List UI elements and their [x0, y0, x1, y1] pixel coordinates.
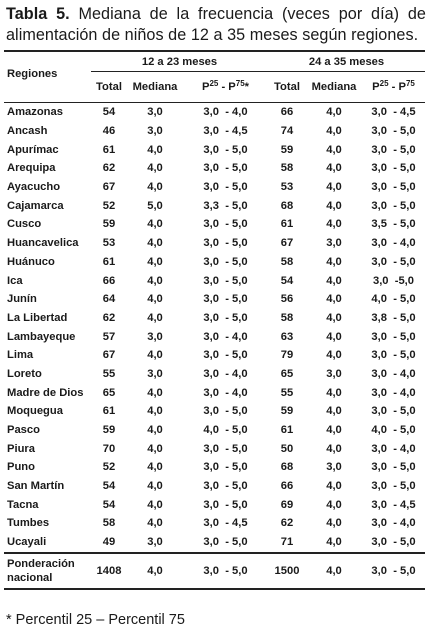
- percentile-2-cell: 3,0 - 5,0: [371, 536, 416, 549]
- mediana-2-cell: 4,0: [326, 181, 342, 194]
- mediana-2-cell: 4,0: [326, 255, 342, 268]
- caption-label: Tabla 5.: [6, 5, 70, 23]
- percentile-1-cell: 3,0 - 5,0: [203, 237, 248, 250]
- percentile-1-cell: 3,0 - 5,0: [203, 143, 248, 156]
- total-1-cell: 54: [102, 498, 116, 511]
- total-2-cell: 61: [280, 424, 294, 437]
- header-total-1: Total: [96, 81, 122, 93]
- total-2-cell: 67: [280, 237, 294, 250]
- total-2-cell: 65: [280, 367, 294, 380]
- mediana-1-cell: 3,0: [147, 367, 163, 380]
- table-row: [4, 402, 425, 421]
- mediana-1-cell: 4,0: [147, 274, 163, 287]
- total-2-cell: 50: [280, 442, 294, 455]
- total-2-cell: 66: [280, 480, 294, 493]
- region-cell: Piura: [7, 442, 35, 455]
- mediana-1-cell: 4,0: [147, 293, 163, 306]
- mediana-2-cell: 3,0: [326, 367, 342, 380]
- total-1-cell: 46: [102, 125, 116, 138]
- table-row: [4, 458, 425, 477]
- table-row: [4, 365, 425, 384]
- total-1-cell: 67: [102, 349, 116, 362]
- mediana-2-cell: 3,0: [326, 461, 342, 474]
- total-1-cell: 67: [102, 181, 116, 194]
- table-row: [4, 271, 425, 290]
- national-total-2: 1500: [274, 564, 300, 577]
- region-cell: Cajamarca: [7, 199, 64, 212]
- total-2-cell: 79: [280, 349, 294, 362]
- mediana-1-cell: 4,0: [147, 237, 163, 250]
- percentile-2-cell: 3,0 - 4,0: [371, 367, 416, 380]
- mediana-2-cell: 4,0: [326, 498, 342, 511]
- percentile-2-cell: 3,0 - 4,0: [371, 517, 416, 530]
- region-cell: San Martín: [7, 480, 65, 493]
- total-2-cell: 68: [280, 199, 294, 212]
- total-1-cell: 59: [102, 218, 116, 231]
- percentile-2-cell: 3,5 - 5,0: [371, 218, 416, 231]
- mediana-1-cell: 4,0: [147, 424, 163, 437]
- header-total-2: Total: [274, 81, 300, 93]
- total-2-cell: 68: [280, 461, 294, 474]
- national-mediana-2: 4,0: [326, 564, 342, 577]
- table-row: [4, 159, 425, 178]
- national-percentile-1: 3,0 - 5,0: [203, 564, 248, 577]
- percentile-2-cell: 3,0 - 5,0: [371, 330, 416, 343]
- mediana-1-cell: 4,0: [147, 181, 163, 194]
- total-2-cell: 56: [280, 293, 294, 306]
- total-2-cell: 58: [280, 255, 294, 268]
- table-row: [4, 533, 425, 553]
- table-row: [4, 215, 425, 234]
- total-2-cell: 61: [280, 218, 294, 231]
- percentile-2-cell: 3,0 - 5,0: [371, 349, 416, 362]
- mediana-1-cell: 4,0: [147, 498, 163, 511]
- percentile-2-cell: 3,0 - 5,0: [371, 255, 416, 268]
- percentile-1-cell: 3,0 - 4,5: [203, 517, 248, 530]
- mediana-1-cell: 4,0: [147, 517, 163, 530]
- total-2-cell: 62: [280, 517, 294, 530]
- header-mediana-2: Mediana: [311, 81, 357, 93]
- mediana-2-cell: 4,0: [326, 143, 342, 156]
- mediana-1-cell: 4,0: [147, 218, 163, 231]
- table-row: [4, 196, 425, 215]
- total-1-cell: 54: [102, 106, 116, 119]
- total-1-cell: 55: [102, 367, 116, 380]
- mediana-2-cell: 4,0: [326, 349, 342, 362]
- table-row: [4, 421, 425, 440]
- region-cell: Puno: [7, 461, 35, 474]
- percentile-2-cell: 4,0 - 5,0: [371, 424, 416, 437]
- national-percentile-2: 3,0 - 5,0: [371, 564, 416, 577]
- mediana-2-cell: 4,0: [326, 517, 342, 530]
- region-cell: Huánuco: [7, 255, 55, 268]
- footnote: * Percentil 25 – Percentil 75: [6, 612, 185, 628]
- mediana-2-cell: 4,0: [326, 199, 342, 212]
- region-cell: Arequipa: [7, 162, 56, 175]
- mediana-2-cell: 4,0: [326, 293, 342, 306]
- percentile-1-cell: 3,0 - 4,0: [203, 367, 248, 380]
- total-1-cell: 52: [102, 199, 116, 212]
- mediana-1-cell: 4,0: [147, 442, 163, 455]
- region-cell: Pasco: [7, 424, 40, 437]
- total-1-cell: 65: [102, 386, 116, 399]
- total-2-cell: 63: [280, 330, 294, 343]
- percentile-1-cell: 3,0 - 5,0: [203, 218, 248, 231]
- table-row: [4, 290, 425, 309]
- percentile-1-cell: 3,0 - 5,0: [203, 536, 248, 549]
- total-2-cell: 69: [280, 498, 294, 511]
- region-cell: Loreto: [7, 367, 42, 380]
- percentile-2-cell: 3,0 - 5,0: [371, 480, 416, 493]
- header-group-24-35: 24 a 35 meses: [268, 51, 425, 72]
- total-1-cell: 66: [102, 274, 116, 287]
- mediana-2-cell: 4,0: [326, 442, 342, 455]
- table-row: [4, 514, 425, 533]
- percentile-2-cell: 3,0 - 5,0: [371, 143, 416, 156]
- region-cell: Junín: [7, 293, 37, 306]
- mediana-1-cell: 3,0: [147, 330, 163, 343]
- percentile-1-cell: 3,0 - 5,0: [203, 442, 248, 455]
- percentile-1-cell: 3,0 - 5,0: [203, 255, 248, 268]
- percentile-2-cell: 3,8 - 5,0: [371, 311, 416, 324]
- percentile-1-cell: 3,0 - 5,0: [203, 274, 248, 287]
- percentile-2-cell: 3,0 - 5,0: [371, 162, 416, 175]
- table-caption: [6, 4, 426, 46]
- mediana-2-cell: 4,0: [326, 330, 342, 343]
- percentile-2-cell: 3,0 - 5,0: [371, 125, 416, 138]
- total-2-cell: 74: [280, 125, 294, 138]
- mediana-2-cell: 4,0: [326, 405, 342, 418]
- caption-text: Mediana de la frecuencia (veces por día) de alimentación de niños de 12 a 35 meses según regiones.: [6, 5, 426, 44]
- region-cell: Ucayali: [7, 536, 47, 549]
- total-2-cell: 59: [280, 405, 294, 418]
- region-cell: Lima: [7, 349, 34, 362]
- total-2-cell: 54: [280, 274, 294, 287]
- header-regiones: Regiones: [4, 51, 91, 103]
- total-1-cell: 53: [102, 237, 116, 250]
- mediana-1-cell: 4,0: [147, 480, 163, 493]
- mediana-2-cell: 4,0: [326, 106, 342, 119]
- region-cell: Tumbes: [7, 517, 50, 530]
- percentile-1-cell: 3,0 - 5,0: [203, 405, 248, 418]
- region-cell: Tacna: [7, 498, 39, 511]
- percentile-2-cell: 3,0 - 4,5: [371, 106, 416, 119]
- table-row: [4, 309, 425, 328]
- region-cell: La Libertad: [7, 311, 68, 324]
- percentile-2-cell: 4,0 - 5,0: [371, 293, 416, 306]
- percentile-1-cell: 3,0 - 5,0: [203, 311, 248, 324]
- mediana-1-cell: 4,0: [147, 349, 163, 362]
- total-1-cell: 57: [102, 330, 116, 343]
- mediana-1-cell: 5,0: [147, 199, 163, 212]
- data-table-container: [4, 50, 425, 590]
- mediana-1-cell: 3,0: [147, 106, 163, 119]
- region-cell: Amazonas: [7, 106, 63, 119]
- total-1-cell: 61: [102, 143, 116, 156]
- table-row: [4, 178, 425, 197]
- header-percentile-1: $P^{25} - P^{75}*$: [201, 79, 250, 93]
- percentile-1-cell: 3,0 - 5,0: [203, 162, 248, 175]
- percentile-2-cell: 3,0 - 5,0: [371, 199, 416, 212]
- total-1-cell: 62: [102, 162, 116, 175]
- table-row: [4, 383, 425, 402]
- total-2-cell: 66: [280, 106, 294, 119]
- region-cell: Lambayeque: [7, 330, 76, 343]
- table-row: [4, 140, 425, 159]
- mediana-1-cell: 4,0: [147, 461, 163, 474]
- header-percentile-2: $P^{25} - P^{75}$: [372, 79, 415, 93]
- total-2-cell: 71: [280, 536, 294, 549]
- table-row: [4, 234, 425, 253]
- table-row: [4, 495, 425, 514]
- total-1-cell: 61: [102, 405, 116, 418]
- mediana-1-cell: 4,0: [147, 162, 163, 175]
- percentile-2-cell: 3,0 - 4,5: [371, 498, 416, 511]
- header-group-12-23: 12 a 23 meses: [91, 51, 268, 72]
- region-cell: Madre de Dios: [7, 386, 84, 399]
- table-row: [4, 122, 425, 141]
- total-1-cell: 52: [102, 461, 116, 474]
- mediana-2-cell: 4,0: [326, 424, 342, 437]
- percentile-2-cell: 3,0 - 5,0: [371, 461, 416, 474]
- mediana-1-cell: 4,0: [147, 143, 163, 156]
- percentile-1-cell: 3,3 - 5,0: [203, 199, 248, 212]
- total-2-cell: 55: [280, 386, 294, 399]
- percentile-1-cell: 3,0 - 5,0: [203, 349, 248, 362]
- percentile-2-cell: 3,0 - 4,0: [371, 237, 416, 250]
- percentile-1-cell: 3,0 - 4,0: [203, 330, 248, 343]
- percentile-2-cell: 3,0 - 5,0: [371, 405, 416, 418]
- region-cell: Ica: [7, 274, 23, 287]
- percentile-1-cell: 3,0 - 5,0: [203, 480, 248, 493]
- region-cell: Ayacucho: [7, 181, 61, 194]
- national-label: Ponderación nacional: [7, 557, 75, 584]
- percentile-1-cell: 3,0 - 5,0: [203, 498, 248, 511]
- total-1-cell: 61: [102, 255, 116, 268]
- mediana-2-cell: 4,0: [326, 386, 342, 399]
- region-cell: Moquegua: [7, 405, 63, 418]
- region-cell: Apurímac: [7, 143, 59, 156]
- mediana-2-cell: 4,0: [326, 311, 342, 324]
- mediana-2-cell: 3,0: [326, 237, 342, 250]
- total-1-cell: 70: [102, 442, 116, 455]
- mediana-1-cell: 4,0: [147, 255, 163, 268]
- region-cell: Ancash: [7, 125, 48, 138]
- mediana-2-cell: 4,0: [326, 125, 342, 138]
- percentile-2-cell: 3,0 -5,0: [372, 274, 415, 287]
- percentile-1-cell: 3,0 - 4,0: [203, 386, 248, 399]
- mediana-2-cell: 4,0: [326, 162, 342, 175]
- percentile-2-cell: 3,0 - 5,0: [371, 181, 416, 194]
- total-1-cell: 54: [102, 480, 116, 493]
- total-2-cell: 58: [280, 311, 294, 324]
- mediana-2-cell: 4,0: [326, 480, 342, 493]
- table-row: [4, 103, 425, 122]
- median-frequency-table: [4, 50, 425, 590]
- total-2-cell: 58: [280, 162, 294, 175]
- total-2-cell: 59: [280, 143, 294, 156]
- mediana-1-cell: 3,0: [147, 536, 163, 549]
- percentile-1-cell: 3,0 - 5,0: [203, 461, 248, 474]
- mediana-1-cell: 4,0: [147, 311, 163, 324]
- header-mediana-1: Mediana: [132, 81, 178, 93]
- table-row: [4, 346, 425, 365]
- percentile-1-cell: 4,0 - 5,0: [203, 424, 248, 437]
- percentile-2-cell: 3,0 - 4,0: [371, 386, 416, 399]
- total-1-cell: 59: [102, 424, 116, 437]
- region-cell: Cusco: [7, 218, 42, 231]
- mediana-1-cell: 4,0: [147, 405, 163, 418]
- percentile-1-cell: 3,0 - 5,0: [203, 181, 248, 194]
- table-row: [4, 327, 425, 346]
- table-row: [4, 439, 425, 458]
- table-row: [4, 253, 425, 272]
- total-1-cell: 58: [102, 517, 116, 530]
- total-1-cell: 62: [102, 311, 116, 324]
- total-1-cell: 64: [102, 293, 116, 306]
- percentile-1-cell: 3,0 - 5,0: [203, 293, 248, 306]
- percentile-2-cell: 3,0 - 4,0: [371, 442, 416, 455]
- region-cell: Huancavelica: [7, 237, 79, 250]
- mediana-2-cell: 4,0: [326, 218, 342, 231]
- total-2-cell: 53: [280, 181, 294, 194]
- table-body: [4, 103, 425, 553]
- national-row: [4, 553, 425, 589]
- mediana-2-cell: 4,0: [326, 536, 342, 549]
- percentile-1-cell: 3,0 - 4,0: [203, 106, 248, 119]
- percentile-1-cell: 3,0 - 4,5: [203, 125, 248, 138]
- mediana-2-cell: 4,0: [326, 274, 342, 287]
- mediana-1-cell: 4,0: [147, 386, 163, 399]
- total-1-cell: 49: [102, 536, 116, 549]
- national-mediana-1: 4,0: [147, 564, 163, 577]
- table-row: [4, 477, 425, 496]
- mediana-1-cell: 3,0: [147, 125, 163, 138]
- national-total-1: 1408: [96, 564, 122, 577]
